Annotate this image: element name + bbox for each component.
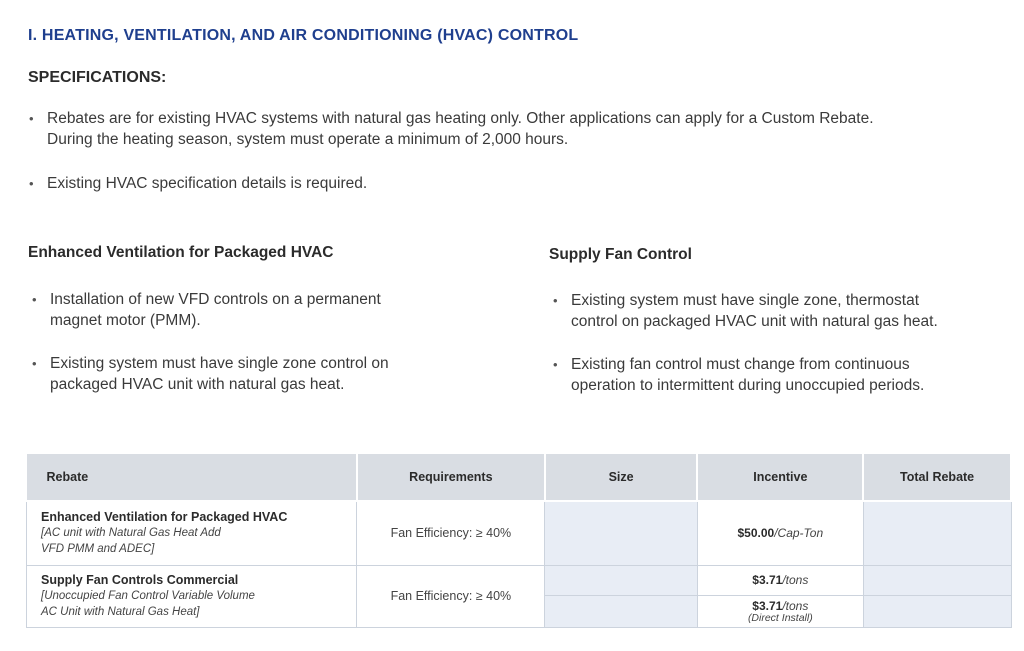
ev-bullet-2 — [32, 353, 510, 395]
rebate-table — [26, 454, 1012, 628]
incentive-note: (Direct Install) — [747, 611, 813, 624]
size-cell — [545, 565, 698, 595]
rebate-desc-line2: VFD PMM and ADEC] — [41, 543, 155, 556]
bullet-dot: • — [553, 293, 558, 308]
rebate-desc-line1: [Unoccupied Fan Control Variable Volume — [41, 590, 255, 602]
rebate-desc-line1: [AC unit with Natural Gas Heat Add — [41, 527, 221, 540]
header-total-rebate: Total Rebate — [863, 454, 1011, 501]
ev-bullet-1-line1: Installation of new VFD controls on a permanent — [50, 291, 381, 308]
sfc-bullet-2-line2: operation to intermittent during unoccupied periods. — [571, 377, 925, 394]
bullet-dot: • — [32, 292, 37, 307]
sfc-bullet-1-line2: control on packaged HVAC unit with natural gas heat. — [571, 313, 938, 330]
enhanced-ventilation-heading: Enhanced Ventilation for Packaged HVAC — [28, 244, 334, 261]
table-header-row — [27, 454, 1012, 501]
sfc-bullet-2 — [553, 354, 1016, 396]
bullet-dot: • — [29, 176, 34, 191]
header-incentive: Incentive — [697, 454, 863, 501]
bullet-dot: • — [32, 356, 37, 371]
section-title: I. HEATING, VENTILATION, AND AIR CONDITIONING (HVAC) CONTROL — [28, 27, 579, 44]
incentive-unit: /tons — [782, 573, 809, 587]
requirement-cell: Fan Efficiency: ≥ 40% — [357, 501, 545, 565]
incentive-cell — [697, 565, 863, 595]
ev-bullet-2-line1: Existing system must have single zone control on — [50, 355, 389, 372]
rebate-name: Supply Fan Controls Commercial — [41, 573, 239, 587]
incentive-amount: $50.00 — [737, 526, 775, 541]
spec-bullet-1-line1: Rebates are for existing HVAC systems with natural gas heating only. Other applications can apply for a Custom Rebate. — [47, 110, 874, 127]
incentive-unit: /tons — [782, 598, 809, 613]
spec-bullet-1 — [29, 108, 1017, 150]
incentive-amount: $3.71 — [752, 573, 783, 587]
total-rebate-cell — [863, 501, 1011, 565]
requirement-cell: Fan Efficiency: ≥ 40% — [357, 565, 545, 627]
bullet-dot: • — [553, 357, 558, 372]
bullet-dot: • — [29, 111, 34, 126]
incentive-cell — [697, 501, 863, 565]
spec-bullet-2-line1: Existing HVAC specification details is required. — [47, 175, 368, 192]
size-cell — [545, 501, 698, 565]
ev-bullet-1 — [32, 289, 510, 331]
sfc-bullet-2-line1: Existing fan control must change from continuous — [571, 356, 910, 373]
ev-bullet-1-line2: magnet motor (PMM). — [50, 312, 201, 329]
supply-fan-control-heading: Supply Fan Control — [549, 246, 692, 263]
sfc-bullet-1-line1: Existing system must have single zone, thermostat — [571, 292, 920, 309]
rebate-cell — [27, 501, 357, 565]
ev-bullet-2-line2: packaged HVAC unit with natural gas heat. — [50, 376, 345, 393]
header-size: Size — [545, 454, 698, 501]
rebate-cell — [27, 565, 357, 627]
sfc-bullet-1 — [553, 290, 1016, 332]
incentive-cell — [697, 595, 863, 627]
spec-bullet-1-line2: During the heating season, system must operate a minimum of 2,000 hours. — [47, 131, 569, 148]
header-rebate: Rebate — [27, 454, 357, 501]
table-row — [27, 565, 1012, 595]
incentive-amount: $3.71 — [752, 598, 783, 613]
total-rebate-cell — [863, 595, 1011, 627]
size-cell — [545, 595, 698, 627]
rebate-name: Enhanced Ventilation for Packaged HVAC — [41, 510, 288, 525]
header-requirements: Requirements — [357, 454, 545, 501]
specifications-heading: SPECIFICATIONS: — [28, 69, 167, 86]
table-row — [27, 501, 1012, 565]
rebate-desc-line2: AC Unit with Natural Gas Heat] — [41, 606, 200, 618]
incentive-unit: /Cap-Ton — [774, 526, 824, 541]
total-rebate-cell — [863, 565, 1011, 595]
spec-bullet-2 — [29, 173, 947, 194]
